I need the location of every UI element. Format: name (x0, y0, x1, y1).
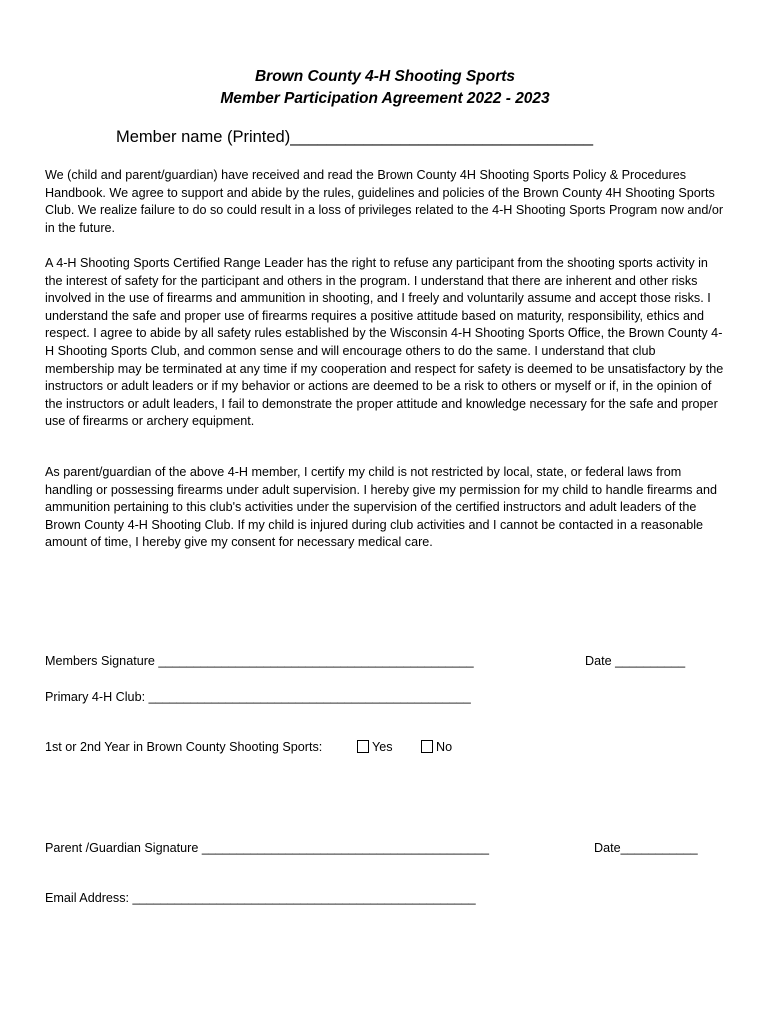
no-option[interactable] (421, 740, 452, 754)
email-address-field[interactable]: Email Address: _________________________________________________ (45, 891, 476, 905)
document-subtitle: Member Participation Agreement 2022 - 2023 (220, 90, 550, 107)
member-name-field[interactable]: Member name (Printed)_________________________________ (116, 128, 594, 146)
members-date-field[interactable]: Date __________ (585, 654, 686, 668)
document-title: Brown County 4-H Shooting Sports (254, 68, 516, 85)
yes-label: Yes (372, 740, 393, 754)
primary-club-field[interactable]: Primary 4-H Club: ______________________________________________ (45, 690, 471, 704)
parent-date-field[interactable]: Date___________ (594, 841, 698, 855)
members-signature-field[interactable]: Members Signature _____________________________________________ (45, 654, 474, 668)
parent-signature-field[interactable]: Parent /Guardian Signature _________________________________________ (45, 841, 489, 855)
paragraph-parent-consent: As parent/guardian of the above 4-H member, I certify my child is not restricted by local, state, or federal laws from handling or possessing firearms under adult supervision. I hereby give my permission for my child to handle firearms and ammunition pertaining to this club's activities under the supervision of the certified instructors and adult leaders of the Brown County 4-H Shooting Club. If my child is injured during club activities and I cannot be contacted in a reasonable amount of time, I hereby give my consent for necessary medical care. (45, 465, 717, 550)
year-question-label: 1st or 2nd Year in Brown County Shooting Sports: (45, 740, 323, 754)
no-checkbox[interactable] (421, 740, 433, 753)
no-label: No (436, 740, 453, 754)
paragraph-range-leader: A 4-H Shooting Sports Certified Range Leader has the right to refuse any participant from the shooting sports activity in the interest of safety for the participant and others in the program. I understand that there are inherent and other risks involved in the use of firearms and ammunition in shooting, and I freely and voluntarily assume and accept those risks. I understand the safe and proper use of firearms requires a positive attitude based on maturity, responsibility, ethics and respect. I agree to abide by all safety rules established by the Wisconsin 4-H Shooting Sports Office, the Brown County 4-H Shooting Sports Club, and common sense and will encourage others to do the same. I understand that club membership may be terminated at any time if my cooperation and respect for safety is deemed to be unsatisfactory by the instructors or adult leaders or if my behavior or actions are deemed to be a risk to others or myself or if, in the opinion of the instructors or adult leaders, I fail to demonstrate the proper attitude and knowledge necessary for the safe and proper use of firearms or archery equipment. (45, 256, 724, 429)
yes-checkbox[interactable] (357, 740, 369, 753)
paragraph-handbook-agreement: We (child and parent/guardian) have received and read the Brown County 4H Shooting Sports Policy & Procedures Handbook. We agree to support and abide by the rules, guidelines and policies of the Brown County 4H Shooting Sports Club. We realize failure to do so could result in a loss of privileges related to the 4-H Shooting Sports Program now and/or in the future. (45, 168, 724, 235)
yes-option[interactable] (357, 740, 393, 754)
